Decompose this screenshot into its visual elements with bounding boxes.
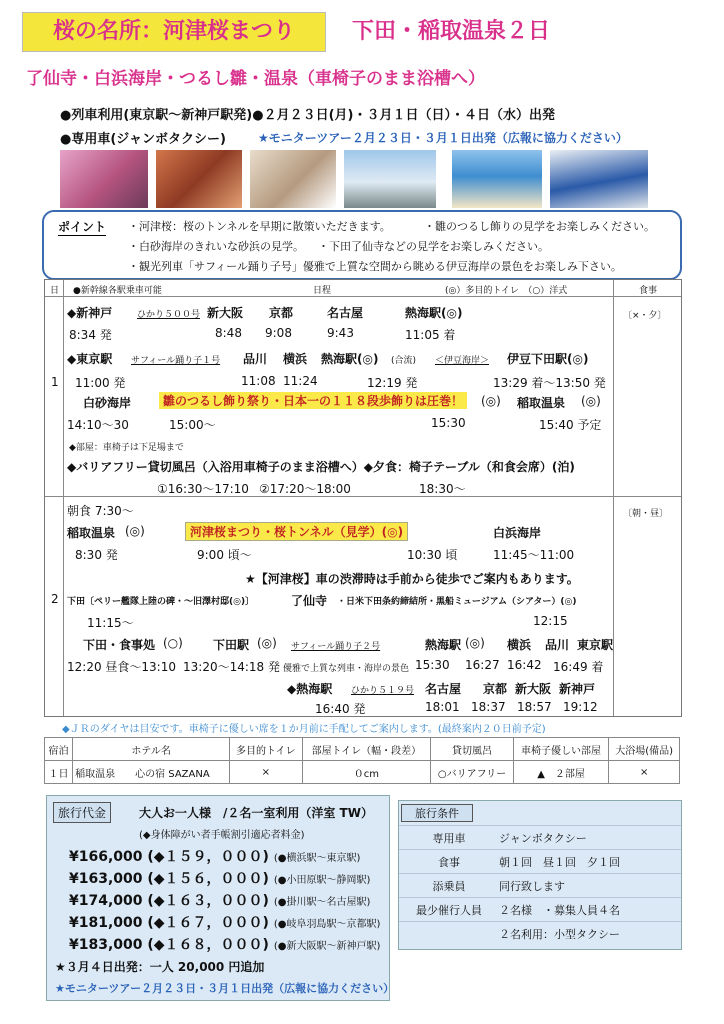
hotel-cell: ×: [230, 761, 303, 784]
place: 了仙寺: [291, 594, 328, 608]
station: 新大阪: [207, 306, 244, 320]
station: 東京駅: [577, 638, 614, 652]
station: 伊豆下田駅(◎): [507, 352, 589, 366]
hotel-header: 車椅子優しい部屋: [513, 738, 609, 761]
time: 15:40 予定: [539, 418, 602, 432]
col-legend: (◎）多目的トイレ （○）洋式: [445, 286, 568, 296]
condition-value: 朝１回 昼１回 夕１回: [499, 856, 620, 869]
point-item: ・白砂海岸のきれいな砂浜の見学。: [128, 240, 304, 253]
time: 16:27: [465, 658, 500, 672]
room-note: ◆部屋：車椅子は下足場まで: [69, 443, 184, 453]
hotel-cell: ×: [609, 761, 680, 784]
time: 9:43: [327, 326, 354, 340]
time: 9:00 頃〜: [197, 548, 252, 562]
station: 新神戸: [559, 682, 596, 696]
point-item: ・河津桜：桜のトンネルを早期に散策いただきます。: [128, 220, 391, 233]
price-row: ¥183,000 (◆１６８，０００) (●新大阪駅〜新神戸駅): [69, 937, 381, 953]
time: 11:45〜11:00: [493, 548, 575, 562]
hotel-cell: １日: [45, 761, 73, 784]
points-box: [42, 210, 682, 280]
discount-note: (◆身体障がい者手帳割引適応者料金): [139, 830, 305, 841]
extra-charge: ★３月４日出発：一人 20,000 円追加: [55, 960, 265, 974]
time: 11:08: [241, 374, 276, 388]
condition-key: 専用車: [432, 832, 466, 845]
condition-value: ２名利用：小型タクシー: [499, 928, 620, 941]
day1-meal: 〔×・夕〕: [623, 311, 667, 321]
shirahama-beach-photo: [452, 150, 542, 208]
time: ①16:30〜17:10: [157, 482, 249, 496]
route-note: ＜伊豆海岸＞: [435, 356, 490, 366]
time: 15:00〜: [169, 418, 216, 432]
toilet-mark: (◎): [481, 394, 501, 408]
time: 14:10〜30: [67, 418, 129, 432]
monitor-tour-note: ★モニターツアー２月２３日・３月１日出発（広報に協力ください）: [258, 131, 628, 145]
hotel-header: ホテル名: [73, 738, 230, 761]
col-meal: 食事: [639, 286, 658, 296]
time: 11:00 発: [75, 376, 126, 390]
condition-key: 添乗員: [432, 880, 466, 893]
point-item: ・下田了仙寺などの見学をお楽しみください。: [318, 240, 549, 253]
time: 13:20〜14:18 発: [183, 660, 280, 674]
monitor-note: ★モニターツアー２月２３日・３月１日出発（広報に協力ください）: [55, 982, 395, 995]
onsen-bath-photo: [250, 150, 336, 208]
station: ◆東京駅: [67, 352, 113, 366]
day1-number: 1: [51, 375, 59, 389]
price-label: 旅行代金: [53, 802, 111, 823]
time: 16:49 着: [553, 660, 604, 674]
time: 11:15〜: [87, 616, 134, 630]
condition-key: 最少催行人員: [416, 904, 482, 917]
place: ・日米下田条約締結所・黒船ミュージアム（シアター）(◎): [337, 597, 577, 607]
hotel-header: 宿泊: [45, 738, 73, 761]
price-row: ¥174,000 (◆１６３，０００) (●掛川駅〜名古屋駅): [69, 893, 371, 909]
conditions-label: 旅行条件: [401, 804, 473, 822]
time: 16:40 発: [315, 702, 366, 716]
condition-value: 同行致します: [499, 880, 565, 893]
tour-title-right: 下田・稲取温泉２日: [352, 19, 551, 44]
points-label: ポイント: [58, 220, 107, 234]
point-item: ・観光列車「サフィール踊り子号」優雅で上質な空間から眺める伊豆海岸の景色をお楽しみ下さい。: [128, 260, 622, 273]
station: 横浜: [507, 638, 532, 652]
kawazu-highlight: 河津桜まつり・桜トンネル（見学）(◎): [185, 522, 408, 541]
merge-note: (合流): [391, 356, 417, 366]
place: 稲取温泉: [517, 396, 566, 410]
toilet-mark: (○): [163, 636, 183, 650]
time: 18:30〜: [419, 482, 466, 496]
time: 11:24: [283, 374, 318, 388]
toilet-mark: (◎): [581, 394, 601, 408]
hotel-header: 貸切風呂: [431, 738, 513, 761]
train-note: 優雅で上質な列車・海岸の景色: [283, 664, 410, 674]
time: 8:48: [215, 326, 242, 340]
time: 12:19 発: [367, 376, 418, 390]
condition-value: ２名様 ・募集人員４名: [499, 904, 620, 917]
time: 15:30: [431, 416, 466, 430]
conditions-box: [398, 800, 682, 950]
time: 8:30 発: [75, 548, 118, 562]
station: 品川: [243, 352, 268, 366]
vehicle-info: ●専用車(ジャンボタクシー): [60, 132, 226, 147]
train-name: ひかり５１９号: [351, 686, 415, 696]
price-desc: 大人お一人様 /２名一室利用（洋室 TW）: [139, 806, 373, 820]
hotel-header: 多目的トイレ: [230, 738, 303, 761]
station: 新大阪: [515, 682, 552, 696]
time: 12:20 昼食〜13:10: [67, 660, 176, 674]
col-train-note: ●新幹線各駅乗車可能: [73, 286, 162, 296]
toilet-mark: (◎): [125, 524, 145, 538]
time: 13:29 着〜13:50 発: [493, 376, 606, 390]
day2-meal: 〔朝・昼〕: [623, 509, 669, 519]
tsurushi-bina-photo: [156, 150, 242, 208]
saphir-train-photo: [550, 150, 648, 208]
time: 15:30: [415, 658, 450, 672]
time: 10:30 頃: [407, 548, 458, 562]
price-row: ¥163,000 (◆１５６，０００) (●小田原駅〜静岡駅): [69, 871, 371, 887]
place: 下田〔ペリー艦隊上陸の碑・〜旧澤村邸(◎)〕: [67, 597, 255, 607]
departure-info: ●列車利用(東京駅〜新神戸駅発)●２月２３日(月)・３月１日（日）・４日（水）出発: [60, 108, 555, 123]
train-name: サフィール踊り子１号: [131, 356, 221, 366]
place: 白砂海岸: [83, 396, 132, 410]
condition-value: ジャンボタクシー: [499, 832, 587, 845]
bath-dinner: ◆バリアフリー貸切風呂（入浴用車椅子のまま浴槽へ）◆夕食：椅子テーブル（和食会席）(泊): [67, 460, 575, 474]
jr-schedule-note: ◆ＪＲのダイヤは目安です。車椅子に優しい席を１か月前に手配してご案内します。(最終案内２０日前予定): [62, 724, 546, 735]
train-name: ひかり５００号: [137, 310, 201, 320]
hotel-cell: ○バリアフリー: [431, 761, 513, 784]
place: 白浜海岸: [493, 526, 542, 540]
col-schedule: 日程: [313, 286, 332, 296]
station: 品川: [545, 638, 570, 652]
station: 横浜: [283, 352, 308, 366]
tour-title: 桜の名所：河津桜まつり: [22, 12, 326, 52]
station: 京都: [269, 306, 294, 320]
price-row: ¥166,000 (◆１５９，０００) (●横浜駅〜東京駅): [69, 849, 361, 865]
train-name: サフィール踊り子２号: [291, 642, 381, 652]
hotel-header: 大浴場(備品): [609, 738, 680, 761]
station: 熱海駅: [425, 638, 462, 652]
tsurushi-highlight: 雛のつるし飾り祭り・日本一の１１８段歩飾りは圧巻！: [159, 392, 467, 409]
station: 京都: [483, 682, 508, 696]
time: 9:08: [265, 326, 292, 340]
traffic-note: ★【河津桜】車の渋滞時は手前から徒歩でご案内もあります。: [245, 572, 579, 586]
time: 18:01: [425, 700, 460, 714]
point-item: ・雛のつるし飾りの見学をお楽しみください。: [424, 220, 655, 233]
station: 熱海駅(◎): [321, 352, 379, 366]
hotel-cell: 稲取温泉 心の宿 SAZANA: [73, 761, 230, 784]
station: 名古屋: [425, 682, 462, 696]
breakfast: 朝食 7:30〜: [67, 504, 134, 518]
hotel-cell: ▲ ２部屋: [513, 761, 609, 784]
day2-number: 2: [51, 592, 59, 606]
itinerary-table: [44, 279, 682, 717]
price-row: ¥181,000 (◆１６７，０００) (●岐阜羽島駅〜京都駅): [69, 915, 381, 931]
time: 8:34 発: [69, 328, 112, 342]
time: ②17:20〜18:00: [259, 482, 351, 496]
station: 下田駅: [213, 638, 250, 652]
place: 下田・食事処: [83, 638, 156, 652]
sakura-tunnel-photo: [60, 150, 148, 208]
time: 19:12: [563, 700, 598, 714]
station: ◆熱海駅: [287, 682, 333, 696]
place: 稲取温泉: [67, 526, 116, 540]
toilet-mark: (◎): [257, 636, 277, 650]
hotel-header: 部屋トイレ（幅・段差）: [302, 738, 431, 761]
time: 11:05 着: [405, 328, 456, 342]
price-box: [46, 795, 395, 1001]
time: 16:42: [507, 658, 542, 672]
time: 18:57: [517, 700, 552, 714]
col-day: 日: [50, 286, 60, 296]
station: ◆新神戸: [67, 306, 113, 320]
tour-subtitle: 了仙寺・白浜海岸・つるし雛・温泉（車椅子のまま浴槽へ）: [26, 69, 485, 89]
hotel-cell: ０cm: [302, 761, 431, 784]
hotel-table: [44, 737, 680, 784]
condition-key: 食事: [438, 856, 460, 869]
time: 18:37: [471, 700, 506, 714]
time: 12:15: [533, 614, 568, 628]
toilet-mark: (◎): [465, 636, 485, 650]
lighthouse-photo: [344, 150, 436, 208]
station: 熱海駅(◎): [405, 306, 463, 320]
station: 名古屋: [327, 306, 364, 320]
